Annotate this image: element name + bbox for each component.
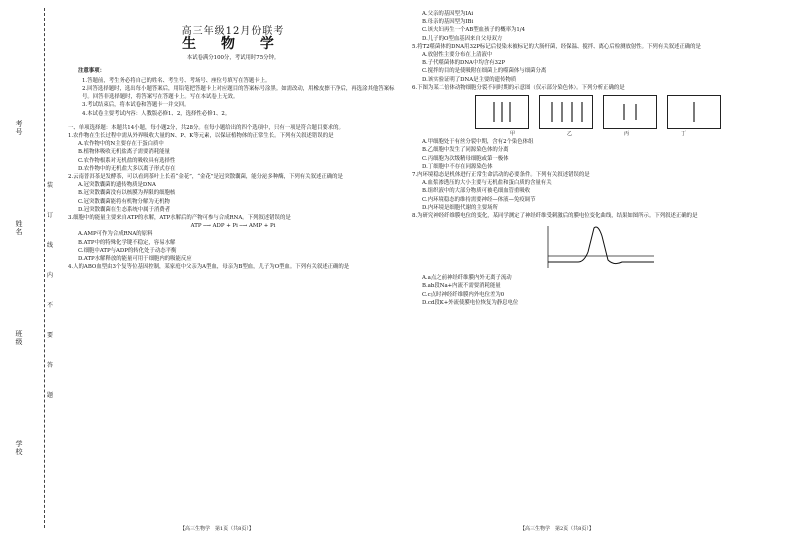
note: 1.答题前，考生务必将自己的姓名、考生号、考场号、座位号填写在答题卡上。 xyxy=(82,77,271,84)
left-column xyxy=(68,10,398,271)
exam-title: 高三年级12月份联考 xyxy=(181,26,285,37)
option: C.冠突散囊菌能将有机物分解为无机物 xyxy=(78,198,170,205)
option: A.农作物中的N主要存在于蛋白质中 xyxy=(78,141,164,148)
question-6: 6.下图为某二倍体动物细胞分裂不同时期的示意图（仅示部分染色体）。下列分析正确的是 xyxy=(412,84,625,91)
option: D.丁细胞中不存在同源染色体 xyxy=(422,163,493,170)
cell-figure-drawing xyxy=(540,96,592,128)
cell-division-figures xyxy=(412,95,784,129)
figure-label: 丁 xyxy=(681,131,687,138)
option: D.内环境是细胞代谢的主要场所 xyxy=(422,204,498,211)
membrane-potential-plot xyxy=(538,222,658,272)
option: D.ATP水解释放的能量可用于细胞内的吸能反应 xyxy=(78,256,192,263)
binding-word: 答 xyxy=(47,362,54,369)
note: 3.考试结束后，将本试卷和答题卡一并交回。 xyxy=(82,102,190,109)
binding-label-school: 学校 xyxy=(15,440,23,456)
cell-figure xyxy=(539,95,593,129)
option: C.细胞中ATP与ADP的转化处于动态平衡 xyxy=(78,247,177,254)
binding-line xyxy=(44,8,45,528)
note: 4.本试卷主要考试内容：人教版必修1、2，选择性必修1、2。 xyxy=(82,110,231,117)
subject-title: 生 物 学 xyxy=(182,36,284,53)
question-5: 5.将T2噬菌体的DNA用32P标记后侵染未被标记的大肠杆菌，经保温、搅拌、离心后检测放射性。下列有关叙述正确的是 xyxy=(412,43,701,50)
option: B.ATP中的特殊化学键不稳定，容易水解 xyxy=(78,239,176,246)
binding-label-examno: 考号 xyxy=(15,120,23,136)
binding-margin xyxy=(0,0,62,538)
option: C.丙细胞为次级精母细胞或第一极体 xyxy=(422,155,509,162)
figure-label: 乙 xyxy=(566,131,572,138)
option: A.冠突散囊菌的遗传物质是DNA xyxy=(78,182,156,189)
figure-labels xyxy=(412,130,784,138)
option: B.子代噬菌体的DNA中均含有32P xyxy=(422,60,505,67)
question-4: 4.人的ABO血型由3个复等位基因控制，某家庭中父亲为A型血，母亲为B型血，儿子为O型血。下列有关叙述正确的是 xyxy=(68,264,350,271)
membrane-potential-figure xyxy=(412,222,784,272)
cell-figure xyxy=(475,95,529,129)
binding-word: 题 xyxy=(47,392,54,399)
binding-word: 装 xyxy=(47,182,54,189)
notes-heading: 注意事项： xyxy=(78,67,105,74)
binding-label-name: 姓名 xyxy=(15,220,23,236)
cell-figure-drawing xyxy=(476,96,528,128)
option: B.ab段Na+内流不需要消耗能量 xyxy=(422,283,501,290)
note: 2.回答选择题时，选出每小题答案后，用铅笔把答题卡上对应题目的答案标号涂黑。如需改动，用橡皮擦干净后，再选涂其他答案标号。回答非选择题时，将答案写在答题卡上。写在本试卷上无效。 xyxy=(82,86,395,101)
binding-label-class: 班级 xyxy=(15,330,23,346)
option: B.组织液中的大部分物质可被毛细血管重吸收 xyxy=(422,188,531,195)
binding-word: 不 xyxy=(47,302,54,309)
option: A.放射性主要分布在上清液中 xyxy=(422,52,493,59)
exam-meta: 本试卷满分100分，考试用时75分钟。 xyxy=(186,55,280,62)
q3-equation: ATP ─→ ADP + Pi ─→ AMP + Pi xyxy=(190,223,276,230)
binding-word: 订 xyxy=(47,212,54,219)
option: B.乙细胞中发生了同源染色体的分离 xyxy=(422,147,509,154)
option: C.c点时神经纤维膜内外电位差为0 xyxy=(422,291,505,298)
option: A.血浆渗透压的大小主要与无机盐和蛋白质的含量有关 xyxy=(422,180,552,187)
question-1: 1.农作物在生长过程中需从外界吸收大量的N、P、K等元素，以保证植物体的正常生长。下列有关叙述错误的是 xyxy=(68,133,334,140)
option: A.甲细胞处于有丝分裂中期，含有2个染色体组 xyxy=(422,139,534,146)
page-footer-right: 【高三生物学 第2页（共8页）】 xyxy=(520,526,594,532)
option: A.AMP可作为合成RNA的原料 xyxy=(78,231,153,238)
figure-label: 丙 xyxy=(624,131,630,138)
cell-figure xyxy=(667,95,721,129)
option: C.该夫妇再生一个AB型血孩子的概率为1/4 xyxy=(422,27,526,34)
cell-figure-drawing xyxy=(604,96,656,128)
cell-figure-drawing xyxy=(668,96,720,128)
option: C.农作物根系对无机盐的吸收具有选择性 xyxy=(78,157,176,164)
option: D.农作物中的无机盐大多以离子形式存在 xyxy=(78,165,176,172)
cell-figure xyxy=(603,95,657,129)
option: B.母亲的基因型为IBi xyxy=(422,19,474,26)
option: A.父亲的基因型为IAi xyxy=(422,11,474,17)
option: D.冠突散囊菌在生态系统中属于消费者 xyxy=(78,206,171,213)
section-heading: 一、单项选择题：本题共14小题，每小题2分，共28分。在每小题给出的四个选项中，只有一项是符合题目要求的。 xyxy=(68,124,344,131)
question-2: 2.云南普洱茶是发酵茶，可以看到茶叶上长着“金花”，“金花”是冠突散囊菌，能分泌多种酶，下列有关叙述正确的是 xyxy=(68,174,343,181)
figure-label: 甲 xyxy=(509,131,515,138)
binding-word: 要 xyxy=(47,332,54,339)
right-column xyxy=(412,10,784,307)
option: B.冠突散囊菌没有以核膜为界限的细胞核 xyxy=(78,190,176,197)
option: A.a点之前神经纤维膜内外无离子流动 xyxy=(422,275,512,282)
option: C.搅拌的目的是使吸附在细菌上的噬菌体与细菌分离 xyxy=(422,68,547,75)
option: D.该实验证明了DNA是主要的遗传物质 xyxy=(422,76,517,83)
binding-word: 内 xyxy=(47,272,54,279)
option: D.儿子的O型血基因来自父母双方 xyxy=(422,35,503,42)
option: C.内环境稳态的维持需要神经—体液—免疫调节 xyxy=(422,196,536,203)
question-8: 8.为研究神经纤维膜电位的变化，某同学测定了神经纤维受刺激后的膜电位变化曲线，结果如图所示。下列叙述正确的是 xyxy=(412,213,698,220)
binding-word: 线 xyxy=(47,242,54,249)
question-3: 3.细胞中的能量主要来自ATP的水解，ATP水解后的产物可参与合成RNA。下列叙述错误的是 xyxy=(68,215,291,222)
option: B.植物体吸收无机盐离子需要消耗能量 xyxy=(78,149,170,156)
question-7: 7.内环境稳态是机体进行正常生命活动的必要条件。下列有关叙述错误的是 xyxy=(412,172,590,179)
option: D.cd段K+外流使膜电位恢复为静息电位 xyxy=(422,299,519,306)
page-footer-left: 【高三生物学 第1页（共8页）】 xyxy=(180,526,254,532)
